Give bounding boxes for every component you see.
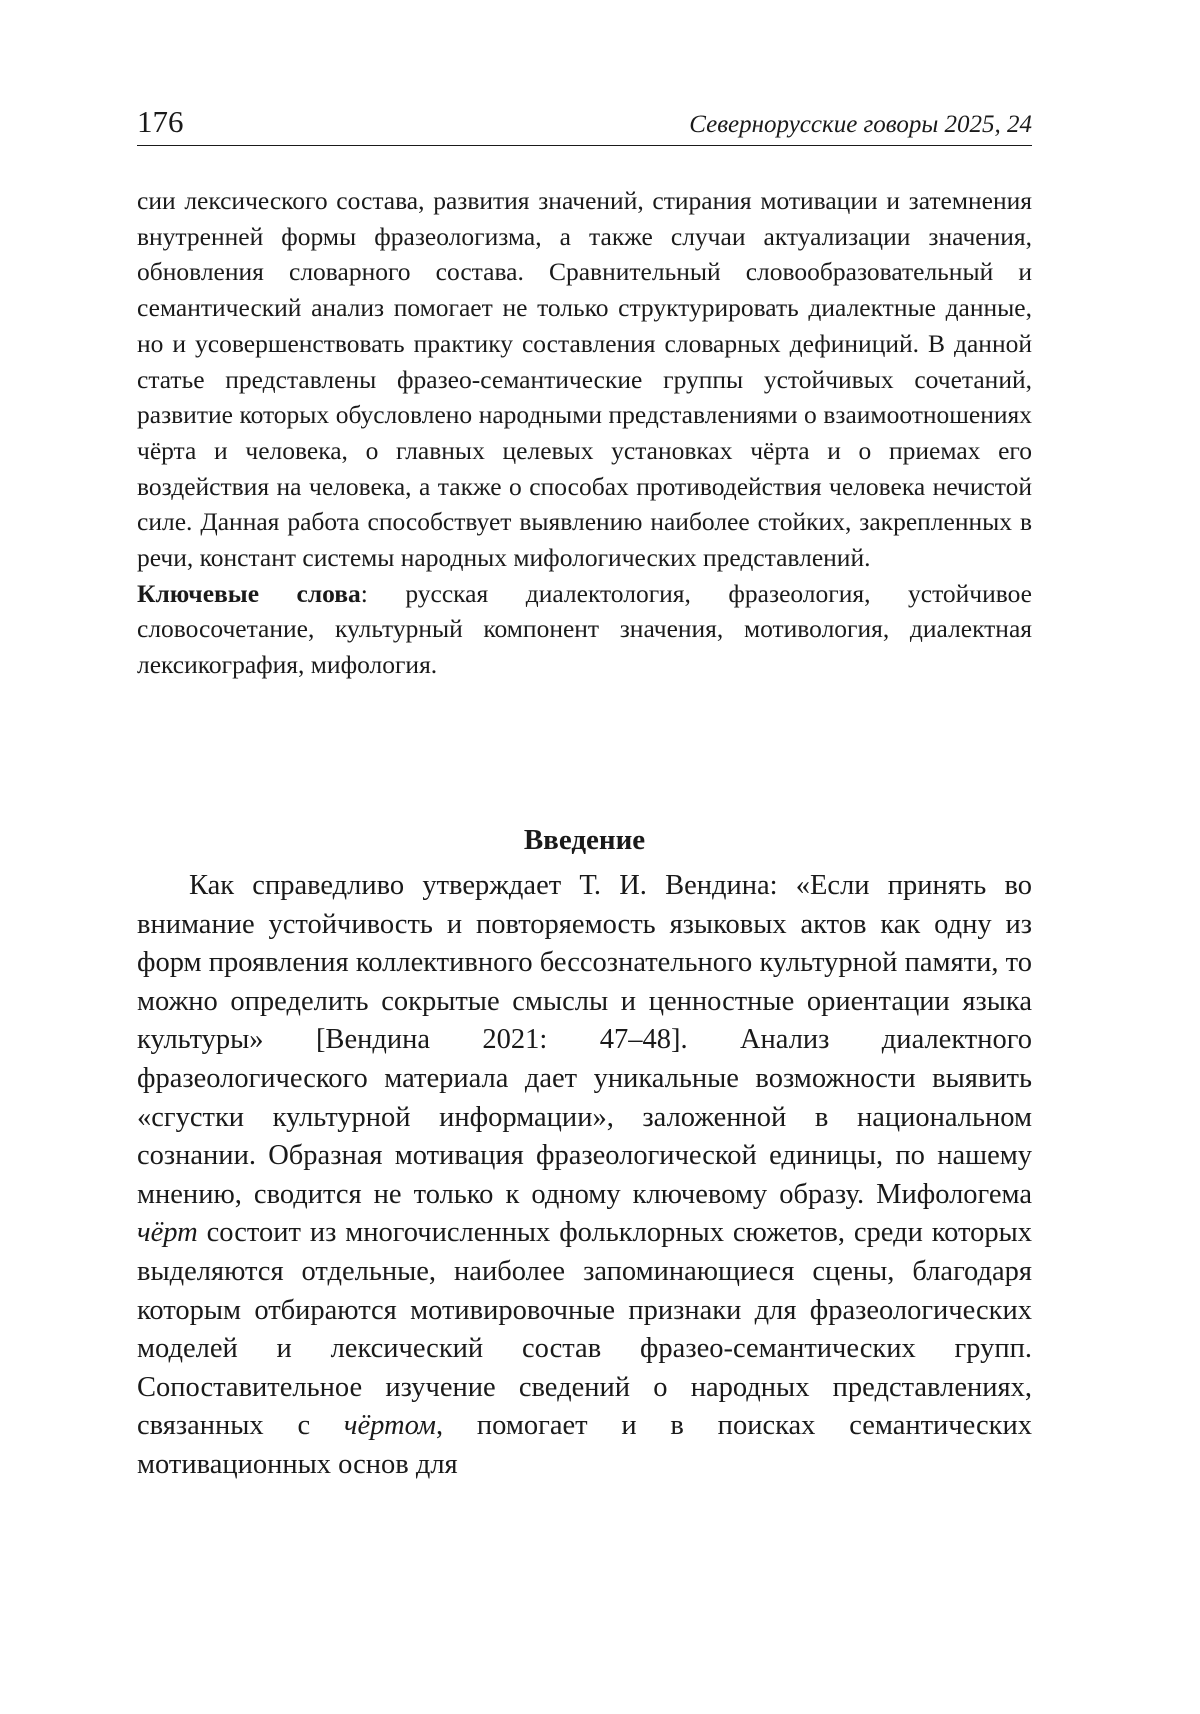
section-heading: Введение bbox=[523, 824, 646, 856]
running-title: Севернорусские говоры 2025, 24 bbox=[689, 111, 1032, 138]
introduction-paragraph bbox=[137, 867, 1032, 1485]
header-rule bbox=[137, 145, 1032, 146]
abstract bbox=[137, 183, 1032, 683]
page-header bbox=[137, 104, 1032, 140]
keywords bbox=[137, 576, 1032, 683]
intro-text-part-2: состоит из многочисленных фольклорных сюжетов, среди которых выделяются отдельные, наиболее запоминающиеся сцены, благодаря которым отбираются мотивировочные признаки для фразеологических моделей и лексический состав фразео-семантических групп. Сопоставительное изучение сведений о народных представлениях, связанных с bbox=[137, 1217, 1032, 1442]
keywords-list: : русская диалектология, фразеология, устойчивое словосочетание, культурный компонент значения, мотивология, диалектная лексикография, мифология. bbox=[137, 578, 1032, 680]
intro-text-part-1: Как справедливо утверждает Т. И. Вендина: «Если принять во внимание устойчивость и повторяемость языковых актов как одну из форм проявления коллективного бессознательного культурной памяти, то можно определить сокрытые смыслы и ценностные ориентации языка культуры» [Вендина 2021: 47–48]. Анализ диалектного фразеологического материала дает уникальные возможности выявить «сгустки культурной информации», заложенной в национальном сознании. Образная мотивация фразеологической единицы, по нашему мнению, сводится не только к одному ключевому образу. Мифологема bbox=[137, 870, 1032, 1210]
abstract-text: сии лексического состава, развития значений, стирания мотивации и затемнения внутренней формы фразеологизма, а также случаи актуализации значения, обновления словарного состава. Сравнительный словообразовательный и семантический анализ помогает не только структурировать диалектные данные, но и усовершенствовать практику составления словарных дефиниций. В данной статье представлены фразео-семантические группы устойчивых сочетаний, развитие которых обусловлено народными представлениями о взаимоотношениях чёрта и человека, о главных целевых установках чёрта и о приемах его воздействия на человека, а также о способах противодействия человека нечистой силе. Данная работа способствует выявлению наиболее стойких, закрепленных в речи, констант системы народных мифологических представлений. bbox=[137, 186, 1032, 573]
page-number: 176 bbox=[137, 104, 184, 139]
intro-text-part-3: , помогает и в поисках семантических мотивационных основ для bbox=[137, 1410, 1032, 1480]
term-chertom: чёртом bbox=[343, 1410, 436, 1442]
keywords-label: Ключевые слова bbox=[137, 578, 361, 608]
term-chert: чёрт bbox=[137, 1217, 198, 1249]
